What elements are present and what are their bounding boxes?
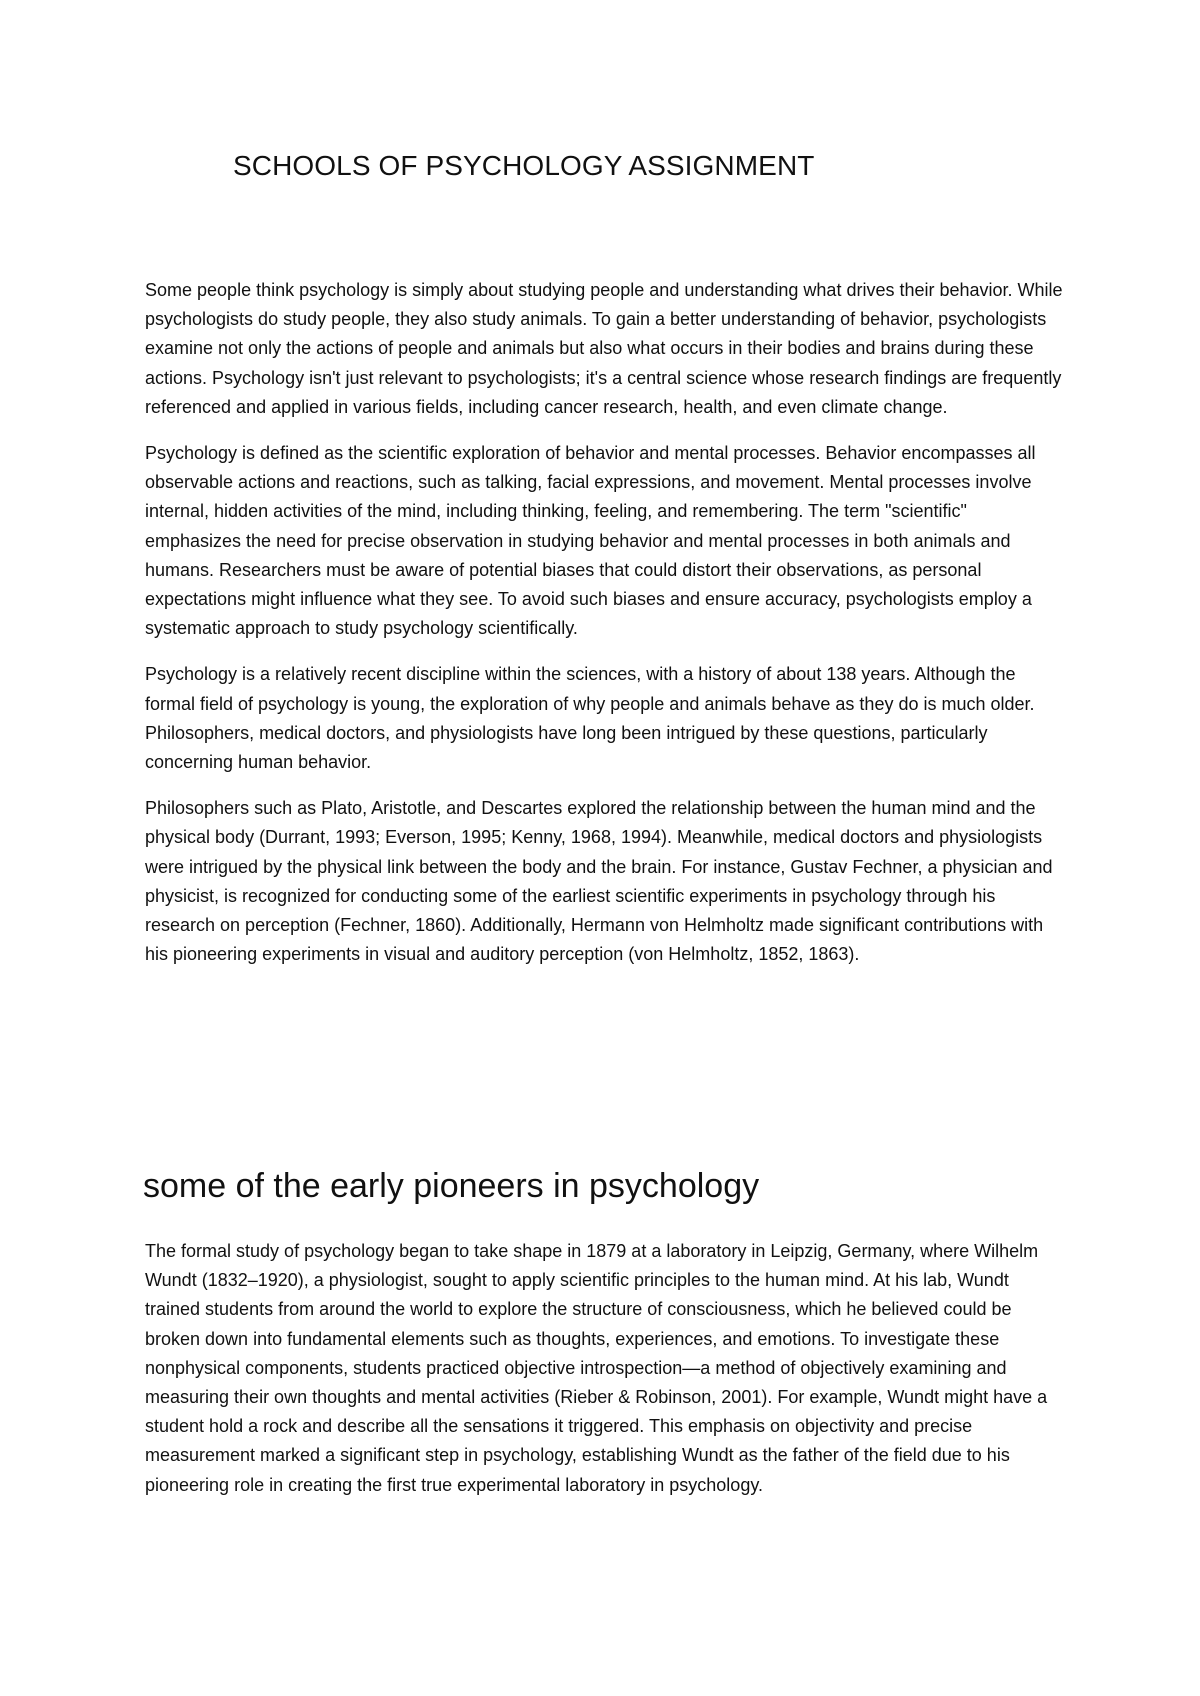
paragraph-definition: Psychology is defined as the scientific exploration of behavior and mental processes. Behavior encompasses all observable actions and reactions, such as talking, facial expressions, and movement. Mental processes involve internal, hidden activities of the mind, including thinking, feeling, and remembering. The term "scientific" emphasizes the need for precise observation in studying behavior and mental processes in both animals and humans. Researchers must be aware of potential biases that could distort their observations, as personal expectations might influence what they see. To avoid such biases and ensure accuracy, psychologists employ a systematic approach to study psychology scientifically.: [145, 443, 1036, 639]
paragraph-philosophers: Philosophers such as Plato, Aristotle, and Descartes explored the relationship between the human mind and the physical body (Durrant, 1993; Everson, 1995; Kenny, 1968, 1994). Meanwhile, medical doctors and physiologists were intrigued by the physical link between the body and the brain. For instance, Gustav Fechner, a physician and physicist, is recognized for conducting some of the earliest scientific experiments in psychology through his research on perception (Fechner, 1860). Additionally, Hermann von Helmholtz made significant contributions with his pioneering experiments in visual and auditory perception (von Helmholtz, 1852, 1863).: [145, 798, 1053, 965]
paragraph-intro-1: Some people think psychology is simply about studying people and understanding what drives their behavior. While psychologists do study people, they also study animals. To gain a better understanding of behavior, psychologists examine not only the actions of people and animals but also what occurs in their bodies and brains during these actions. Psychology isn't just relevant to psychologists; it's a central science whose research findings are frequently referenced and applied in various fields, including cancer research, health, and even climate change.: [145, 280, 1063, 417]
document-title: SCHOOLS OF PSYCHOLOGY ASSIGNMENT: [233, 150, 815, 181]
pioneers-section: [145, 1237, 1065, 1517]
paragraph-history: Psychology is a relatively recent discipline within the sciences, with a history of about 138 years. Although the formal field of psychology is young, the exploration of why people and animals behave as they do is much older. Philosophers, medical doctors, and physiologists have long been intrigued by these questions, particularly concerning human behavior.: [145, 664, 1035, 773]
paragraph-wundt: The formal study of psychology began to take shape in 1879 at a laboratory in Leipzig, Germany, where Wilhelm Wundt (1832–1920), a physiologist, sought to apply scientific principles to the human mind. At his lab, Wundt trained students from around the world to explore the structure of consciousness, which he believed could be broken down into fundamental elements such as thoughts, experiences, and emotions. To investigate these nonphysical components, students practiced objective introspection—a method of objectively examining and measuring their own thoughts and mental activities (Rieber & Robinson, 2001). For example, Wundt might have a student hold a rock and describe all the sensations it triggered. This emphasis on objectivity and precise measurement marked a significant step in psychology, establishing Wundt as the father of the field due to his pioneering role in creating the first true experimental laboratory in psychology.: [145, 1241, 1048, 1495]
intro-section: [145, 276, 1065, 986]
section-heading: some of the early pioneers in psychology: [143, 1167, 760, 1205]
